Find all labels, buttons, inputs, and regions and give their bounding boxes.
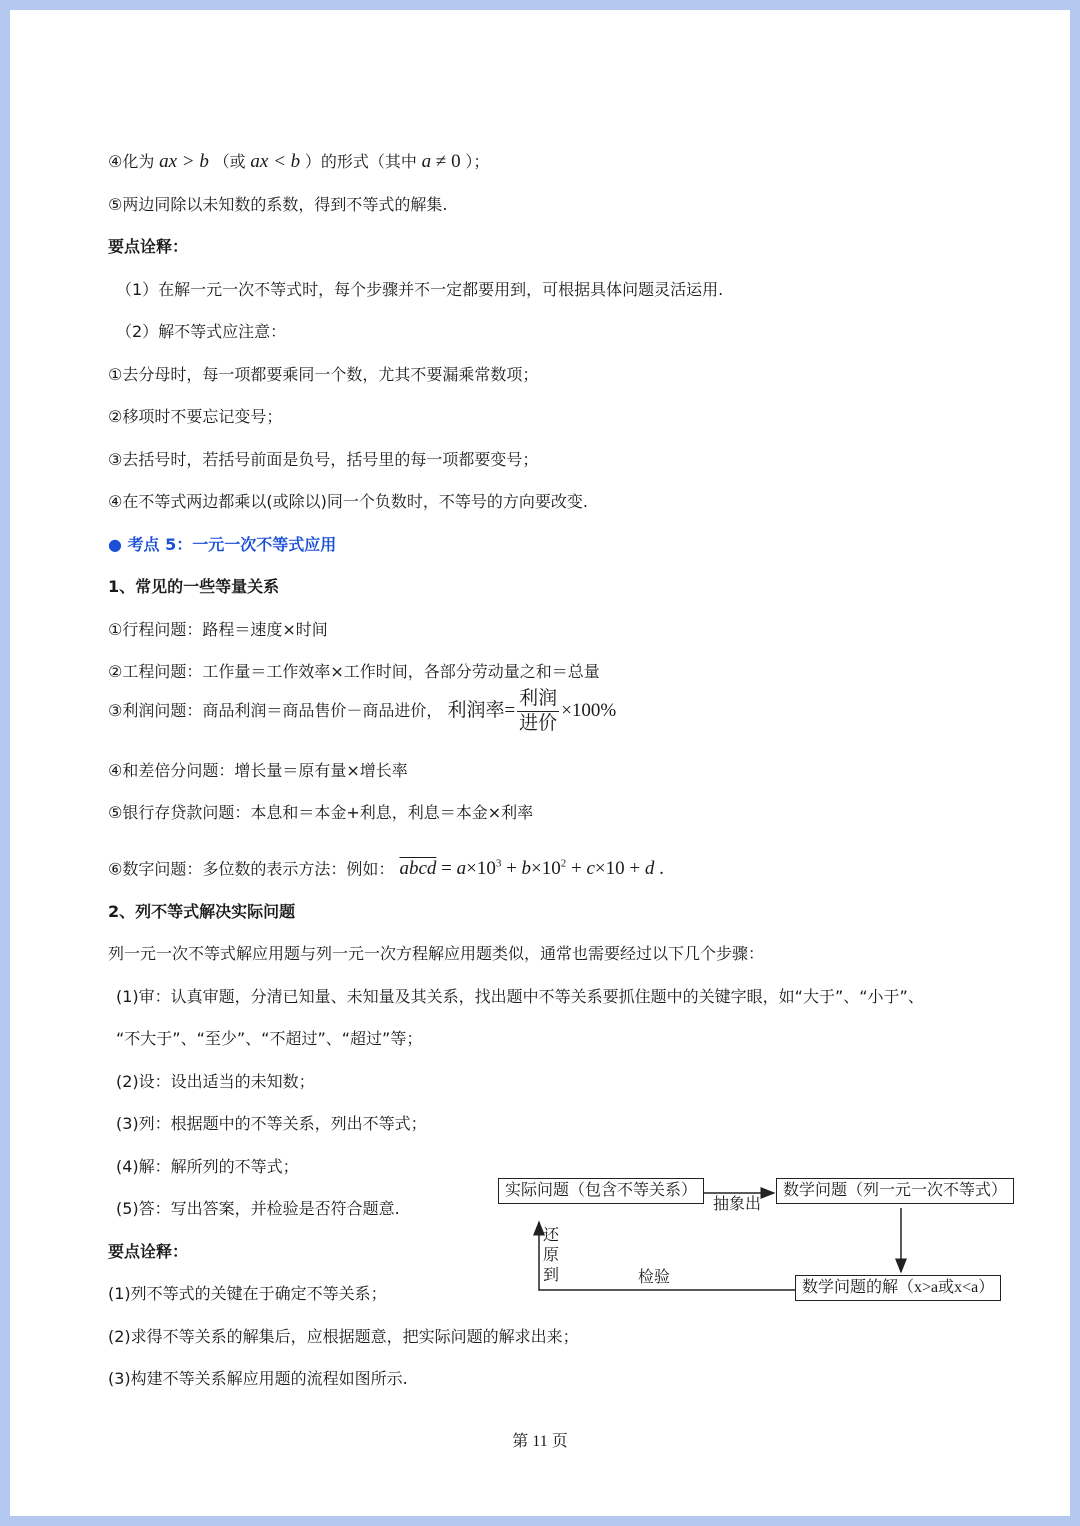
step-item-cont: “不大于”、“至少”、“不超过”、“超过”等； [116, 1029, 423, 1048]
subsection-heading: 2、列不等式解决实际问题 [108, 902, 296, 921]
relation-item: ⑤银行存贷款问题：本息和＝本金+利息，利息＝本金×利率 [108, 803, 534, 822]
step-5-line: ⑤两边同除以未知数的系数，得到不等式的解集. [108, 195, 448, 214]
section-heading: ● 考点 5：一元一次不等式应用 [108, 535, 337, 554]
note-item: ③去括号时，若括号前面是负号，括号里的每一项都要变号； [108, 450, 539, 469]
note-item: ④在不等式两边都乘以(或除以)同一个负数时，不等号的方向要改变. [108, 492, 588, 511]
math-inline: ax > b [154, 151, 214, 172]
step-item: (4)解：解所列的不等式； [116, 1157, 299, 1176]
flow-label-restore: 还原到 [542, 1227, 559, 1284]
text-segment: ③利润问题：商品利润＝商品售价－商品进价， [108, 701, 443, 720]
note-2: （2）解不等式应注意： [116, 322, 287, 341]
text-segment: （或 [213, 152, 246, 171]
note-item: ②移项时不要忘记变号； [108, 407, 283, 426]
subsection-heading: 1、常见的一些等量关系 [108, 577, 280, 596]
text-segment: ）的形式（其中 [304, 152, 417, 171]
formula-label: 利润率= [447, 700, 516, 721]
flow-box-math-problem: 数学问题（列一元一次不等式） [776, 1178, 1014, 1204]
step-item: (1)审：认真审题，分清已知量、未知量及其关系，找出题中不等关系要抓住题中的关键字眼，如“大于”、“小于”、 [116, 987, 924, 1006]
text-segment: ）； [465, 152, 490, 171]
paragraph: 列一元一次不等式解应用题与列一元一次方程解应用题类似，通常也需要经过以下几个步骤： [108, 944, 765, 963]
math-formula: abcd = $a\times 10^3 + b\times 10^2 + c\times 10 + d$ . [399, 858, 664, 880]
step-item: (3)列：根据题中的不等关系，列出不等式； [116, 1114, 427, 1133]
note-item: (2)求得不等关系的解集后，应根据题意，把实际问题的解求出来； [108, 1327, 579, 1346]
step-item: (2)设：设出适当的未知数； [116, 1072, 315, 1091]
relation-item: ②工程问题：工作量＝工作效率×工作时间，各部分劳动量之和＝总量 [108, 662, 600, 681]
key-points-heading: 要点诠释： [108, 1242, 189, 1261]
flow-label-check: 检验 [638, 1269, 671, 1286]
formula-tail: ×100% [561, 700, 617, 721]
flow-box-real-problem: 实际问题（包含不等关系） [498, 1178, 704, 1204]
note-item: ①去分母时，每一项都要乘同一个数，尤其不要漏乘常数项； [108, 365, 539, 384]
key-points-heading: 要点诠释： [108, 237, 189, 256]
text-segment: ④化为 [108, 152, 155, 171]
flow-label-abstract: 抽象出 [713, 1196, 762, 1213]
document-page [10, 10, 1070, 1516]
note-item: (3)构建不等关系解应用题的流程如图所示. [108, 1369, 408, 1388]
note-1: （1）在解一元一次不等式时，每个步骤并不一定都要用到，可根据具体问题灵活运用. [116, 280, 724, 299]
fraction-denominator: 进价 [519, 713, 558, 734]
math-inline: ax < b [245, 151, 305, 172]
note-item: (1)列不等式的关键在于确定不等关系； [108, 1284, 387, 1303]
flow-box-math-solution: 数学问题的解（x>a或x<a） [795, 1275, 1001, 1301]
fraction-numerator: 利润 [517, 687, 559, 712]
page-number: 第 11 页 [512, 1433, 568, 1450]
step-item: (5)答：写出答案，并检验是否符合题意. [116, 1199, 400, 1218]
text-segment: ⑥数字问题：多位数的表示方法：例如： [108, 859, 395, 879]
relation-item: ①行程问题：路程＝速度×时间 [108, 620, 328, 639]
relation-item: ④和差倍分问题：增长量＝原有量×增长率 [108, 761, 408, 780]
math-inline: a ≠ 0 [421, 151, 466, 172]
